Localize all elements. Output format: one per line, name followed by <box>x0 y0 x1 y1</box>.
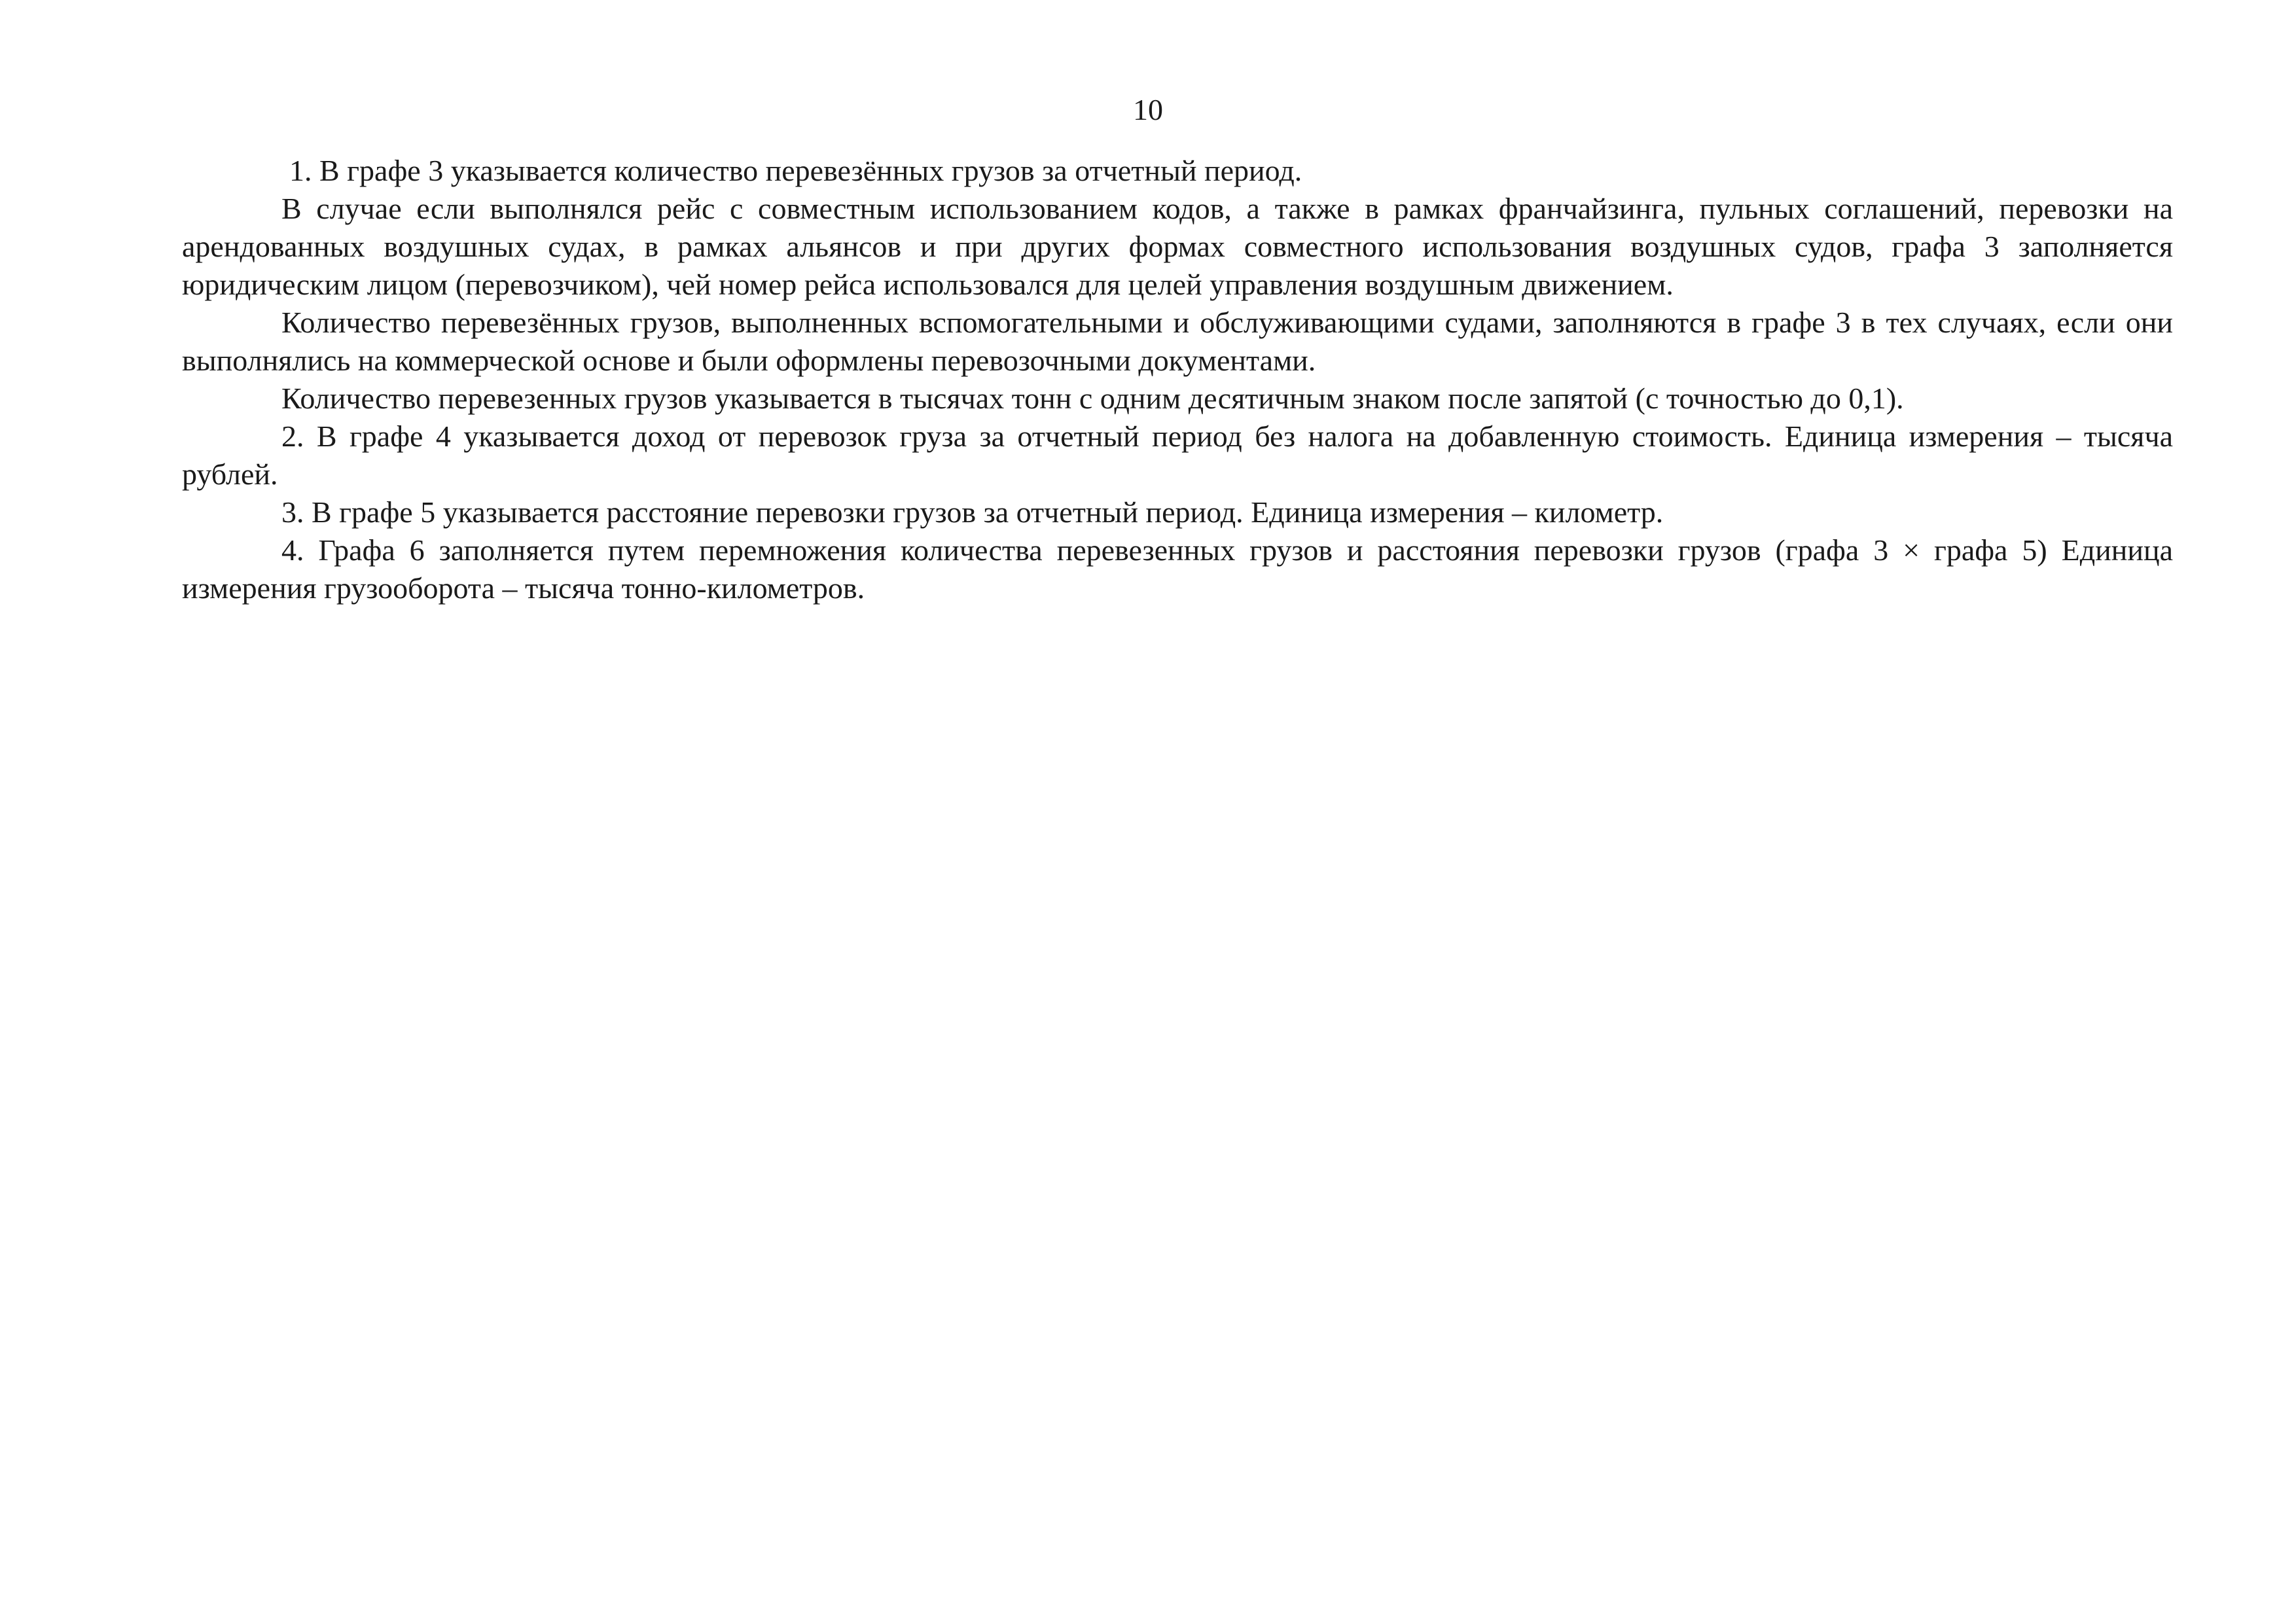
paragraph-auxiliary-vessels: Количество перевезённых грузов, выполненных вспомогательными и обслуживающими судами, заполняются в графе 3 в тех случаях, если они выполнялись на коммерческой основе и были оформлены перевозочными документами. <box>182 306 2173 377</box>
paragraph-item-4-freight-turnover: 4. Графа 6 заполняется путем перемножения количества перевезенных грузов и расстояния перевозки грузов (графа 3 × графа 5) Единица измерения грузооборота – тысяча тонно-километров. <box>182 533 2173 605</box>
page-number: 10 <box>1133 93 1163 126</box>
paragraph-code-sharing: В случае если выполнялся рейс с совместным использованием кодов, а также в рамках франчайзинга, пульных соглашений, перевозки на арендованных воздушных судах, в рамках альянсов и при других формах совместного использования воздушных судов, графа 3 заполняется юридическим лицом (перевозчиком), чей номер рейса использовался для целей управления воздушным движением. <box>182 192 2173 301</box>
document-body <box>182 152 2173 607</box>
paragraph-item-2-revenue: 2. В графе 4 указывается доход от перевозок груза за отчетный период без налога на добавленную стоимость. Единица измерения – тысяча рублей. <box>182 419 2173 491</box>
paragraph-item-3-distance: 3. В графе 5 указывается расстояние перевозки грузов за отчетный период. Единица измерения – километр. <box>281 495 1664 529</box>
paragraph-item-1-cargo-quantity: 1. В графе 3 указывается количество перевезённых грузов за отчетный период. <box>289 154 1302 187</box>
paragraph-units-thousand-tonnes: Количество перевезенных грузов указывается в тысячах тонн с одним десятичным знаком после запятой (с точностью до 0,1). <box>281 382 1904 415</box>
